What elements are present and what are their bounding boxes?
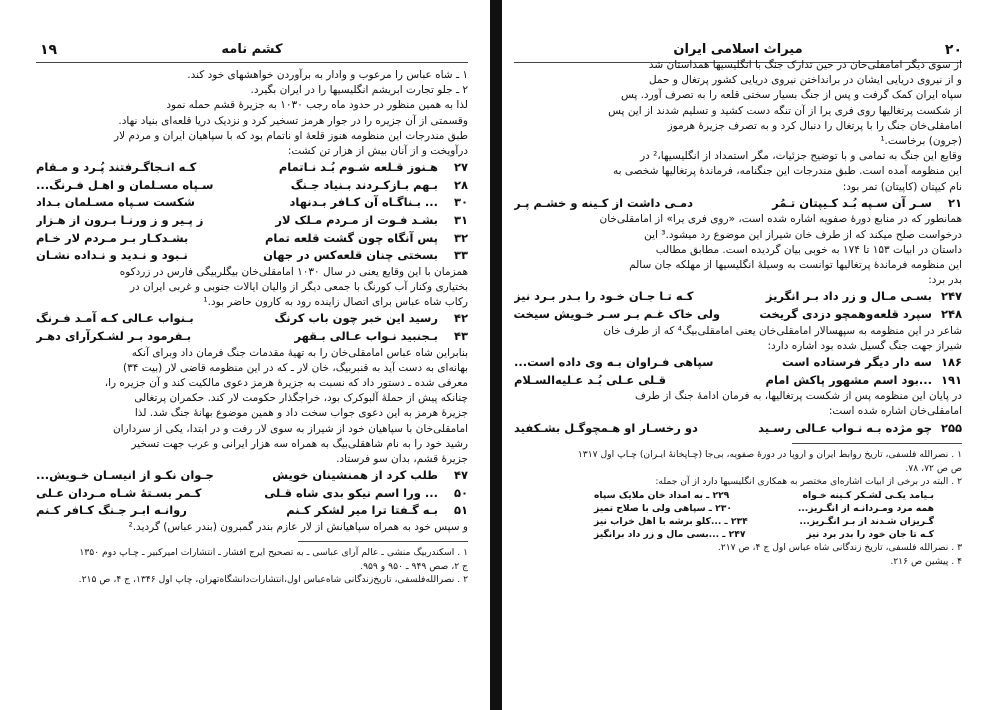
footnote: ۱ . نصرالله فلسفی، تاریخ روابط ایران و اروپا در دورهٔ صفویه، بی‌جا (چـاپخانهٔ ایـران) چـاپ اول ۱۳۱۷ xyxy=(577,449,962,461)
verse-number: ۲۷ xyxy=(453,160,468,175)
text-line: بختیاری وکنار آب کورنگ با جمعی دیگر از والیان ایالات جنوبی و غربی ایران در xyxy=(129,280,468,293)
verse-hemistich: شکست سـپاه مسـلمان بـداد xyxy=(36,195,195,210)
verse-hemistich: سـپاه مسـلمان و اهـل فـرنگ... xyxy=(36,177,214,192)
footnote-rule xyxy=(792,443,962,444)
right-page-body xyxy=(514,58,962,568)
verse-hemistich: بـهم بـازکـردند بـنیاد جـنگ xyxy=(290,177,438,192)
footnote-verse-hemistich: ۲۲۹ ـ به امداد خان ملایک سپاه xyxy=(594,490,730,501)
footnote-verse-hemistich: بـیامد یکـی لشـکر کـینه خـواه xyxy=(802,490,934,501)
verse-hemistich: سـر آن سـپه بُـد کـیپتان تـمُر xyxy=(772,195,932,210)
text-line: طبق مندرجات این منظومه هنوز قلعهٔ او ناتمام بود که با سپاهیان ایران و مردم لار xyxy=(114,129,468,142)
verse-number: ۴۳ xyxy=(453,328,468,343)
footnote: ۴ . پیشین ص ۲۱۶. xyxy=(890,555,962,567)
verse-number: ۴۲ xyxy=(453,311,468,326)
verse-line xyxy=(36,247,468,265)
page-number: ۲۰ xyxy=(944,42,962,58)
footnote-rule xyxy=(298,541,468,542)
verse-hemistich: کـمر بسـتهٔ شـاه مـردان عـلی xyxy=(36,485,202,500)
text-line: وقسمتی از آن جزیره را در جوار هرمز تسخیر کرد و نزدیک دریا قلعه‌ای بنیاد نهاد. xyxy=(118,114,468,127)
footnote-verse-row xyxy=(594,489,934,502)
verse-hemistich: بـفرمود بـر لشـکرآرای دهـر xyxy=(36,328,192,343)
text-line: جزیرهٔ قشم، بدان سو فرستاد. xyxy=(336,453,468,465)
verse-line xyxy=(36,212,468,230)
verse-number: ۲۸ xyxy=(453,177,468,192)
text-line: سپاه ایران کمک گرفت و پس از جنگ بسیار سختی قلعه را به تصرف آورد. پس xyxy=(620,89,962,102)
verse-hemistich: هـنوز قـلعه شـوم بُـد نـاتمام xyxy=(278,160,438,175)
footnote-verse-hemistich: ۲۴۷ ـ ...بسی مال و زر داد برانگیز xyxy=(594,529,746,540)
footnote-verse-row xyxy=(594,515,934,528)
verse-hemistich: نـبود و نـدید و نـداده نشـان xyxy=(36,248,188,263)
verse-line xyxy=(36,485,468,503)
footnote: ۱ . اسکندربیگ منشی ـ عالم آرای عباسی ـ به تصحیح ایرج افشار ـ انتشارات امیرکبیر ـ چـاپ دوم ۱۳۵۰ xyxy=(79,547,468,559)
verse-hemistich: سپرد قلعه‌وهمچو دزدی گریخت xyxy=(759,307,932,322)
verse-hemistich: طلب کرد از همنشینان خویش xyxy=(272,468,438,483)
text-line: بنابراین شاه عباس امامقلی‌خان را به تهیهٔ مقدمات جنگ فرمان داد وبرای آنکه xyxy=(131,346,468,359)
verse-line xyxy=(514,420,962,438)
verse-line xyxy=(36,177,468,195)
verse-number: ۵۰ xyxy=(453,485,468,500)
verse-hemistich: ... ورا اسم نیکو بدی شاه قـلی xyxy=(264,485,438,500)
verse-hemistich: کـه انـجاگـرفتند پُـرد و مـقام xyxy=(36,160,197,175)
text-line: ۲ ـ جلو تجارت ابریشم انگلیسیها را در ایران بگیرد. xyxy=(250,84,468,97)
verse-hemistich: سپاهی فـراوان بـه وی داده است... xyxy=(514,355,714,370)
verse-line xyxy=(36,328,468,346)
text-line: امامقلی‌خان با سپاهیان خود از شیراز به سوی لار رفت و در ابتدا، یکی از سرداران xyxy=(112,422,468,435)
verse-line xyxy=(514,195,962,213)
verse-number: ۱۸۶ xyxy=(940,355,962,370)
text-line: بدر برد: xyxy=(928,274,962,287)
text-line: امامقلی‌خان اشاره شده است: xyxy=(828,405,962,418)
verse-number: ۱۹۱ xyxy=(940,372,962,387)
verse-number: ۳۳ xyxy=(453,248,468,263)
running-title: میراث اسلامی ایران xyxy=(673,42,803,57)
text-line: همانطور که در منابع دورهٔ صفویه اشاره شده است، «روی فری یرا» از امامقلی‌خان xyxy=(599,213,962,226)
verse-line xyxy=(36,230,468,248)
text-line: ۱ ـ شاه عباس را مرعوب و وادار به برآوردن خواهشهای خود کند. xyxy=(187,69,468,81)
footnote: ج ۲، صص ۹۴۹ ـ ۹۵۰ و ۹۵۹. xyxy=(360,560,468,572)
right-page xyxy=(514,0,962,710)
text-line: وقایع این جنگ به تمامی و با توضیح جزئیات، مگر استمداد از انگلیسیها،² در xyxy=(640,150,962,163)
text-line: معرفی شده ـ دستور داد که نسبت به جزیرهٔ هرمز دعوی مالکیت کند و آن جزیره را، xyxy=(104,376,468,389)
verse-hemistich: بـه گـفتا ترا میر لشکر کـنم xyxy=(286,503,438,518)
footnote: ۳ . نصرالله فلسفی، تاریخ زندگانی شاه عباس اول ج ۴، ص ۲۱۷. xyxy=(717,542,962,553)
verse-hemistich: چو مژده بـه نـواب عـالی رسـید xyxy=(758,420,932,435)
text-line: لذا به همین منظور در حدود ماه رجب ۱۰۳۰ به جزیرهٔ قشم حمله نمود xyxy=(166,99,468,112)
text-line: امامقلی‌خان جنگ را با پرتغال را دنبال کرد و به تصرف جزیرهٔ هرموز xyxy=(667,119,962,132)
verse-hemistich: ... بـناگـاه آن کـافر بـدنهاد xyxy=(289,195,438,210)
text-line: در پایان این منظومه پس از شکست پرتغالیها، به فرمان ادامهٔ جنگ از طرف xyxy=(634,390,962,403)
verse-line xyxy=(36,194,468,212)
left-page-body xyxy=(36,68,468,587)
verse-line xyxy=(36,159,468,177)
verse-hemistich: جـوان نکـو از انیسـان خـویش... xyxy=(36,468,214,483)
verse-hemistich: روانـه ابـر جـنگ کـافر کـنم xyxy=(36,503,187,518)
text-line: همزمان با این وقایع یعنی در سال ۱۰۳۰ امامقلی‌خان بیگلربیگی فارس در زردکوه xyxy=(119,265,468,278)
verse-line xyxy=(36,467,468,485)
verse-number: ۲۵۵ xyxy=(940,420,962,435)
footnote-verse-hemistich: ۲۳۰ ـ سپاهی ولی با صلاح تمیز xyxy=(594,503,732,514)
text-line: چنانکه پیش از حملهٔ آلبوکرک بود، خراجگذار حکومت لار کند. حکمران پرتغالی xyxy=(134,392,468,405)
verse-line xyxy=(514,306,962,324)
footnote-verse-hemistich: همه مرد ومـردانـه از انگـریز... xyxy=(797,503,934,514)
footnote-verse-hemistich: گـریزان شـدند از بـر انگـریز... xyxy=(799,516,934,527)
verse-number: ۳۲ xyxy=(453,230,468,245)
left-page xyxy=(36,0,468,710)
verse-number: ۴۷ xyxy=(453,468,468,483)
text-line: این منظومه فرماندهٔ پرتغالیها توانست به وسیلهٔ انگلیسیها از مهلکه جان سالم xyxy=(629,259,962,272)
text-line: درآویخت و از آنان بیش از هزار تن کشت: xyxy=(287,145,468,158)
text-line: درخواست صلح میکند که از طرف خان شیراز این موضوع رد میشود.³ این xyxy=(644,228,962,241)
verse-hemistich: کـه تـا جـان خـود را بـدر بـرد نیز xyxy=(514,289,694,304)
verse-hemistich: ...بود اسم مشهور پاکش امام xyxy=(765,372,932,387)
verse-number: ۵۱ xyxy=(453,503,468,518)
text-line: از شکست پرتغالیها روی فری یرا از آن تنگه دست کشید و تسلیم شدند از این پس xyxy=(608,104,962,117)
page-number: ۱۹ xyxy=(40,42,58,58)
text-line: رکاب شاه عباس برای اتصال زاینده رود به کارون حاضر بود.¹ xyxy=(203,296,468,309)
text-line: داستان در ابیات ۱۵۳ تا ۱۷۴ به خوبی بیان گردیده است. مطابق مطالب xyxy=(655,243,962,256)
footnote-verse-hemistich: کـه تا جان خود را بدر برد نیز xyxy=(806,529,934,540)
text-line: شاعر در این منظومه به سپهسالار امامقلی‌خان یعنی امامقلی‌بیگ⁴ که از طرف خان xyxy=(603,324,962,337)
verse-hemistich: رسید این خبر چون باب کرنگ xyxy=(274,311,438,326)
footnote: ص ص ۷۲، ۷۸. xyxy=(905,462,962,474)
verse-hemistich: بشـد فـوت از مـردم مـلک لار xyxy=(275,213,438,227)
verse-hemistich: بـنواب عـالی کـه آمـد فـرنگ xyxy=(36,311,194,326)
verse-hemistich: بشـدکـار بـر مـردم لار خـام xyxy=(36,230,189,245)
footnote-verses xyxy=(514,489,962,541)
text-line: نام کیپتان (کاپیتان) تمر بود: xyxy=(842,180,962,193)
text-line: و سپس خود به همراه سپاهیانش از لار عازم بندر گمبرون (بندر عباس) گردید.² xyxy=(128,520,468,533)
verse-hemistich: بـجنبید نـواب عـالی بـقهر xyxy=(294,328,438,343)
verse-number: ۲۴۸ xyxy=(940,307,962,322)
footnote-verse-row xyxy=(594,502,934,515)
verse-number: ۳۰ xyxy=(453,195,468,210)
text-line: این منظومه آمده است. طبق مندرجات این جنگنامه، فرماندهٔ پرتغالیها شخصی به xyxy=(613,165,962,178)
book-gutter xyxy=(490,0,502,710)
verse-hemistich: دمـی داشت از کـینه و خشـم پـر xyxy=(514,195,693,210)
verse-hemistich: پس آنگاه چون گشت قلعه تمام xyxy=(265,230,438,245)
text-line: شیراز جهت جنگ گسیل شده بود اشاره دارد: xyxy=(767,339,962,352)
footnote-verse-hemistich: ۲۳۴ ـ ...کلو برشه با اهل خراب نیز xyxy=(594,516,748,527)
footnote: ۲ . البته در برخی از ابیات اشاره‌ای مختصر به همکاری انگلیسیها دارد از آن جمله: xyxy=(655,476,962,488)
footnote: ۲ . نصرالله‌فلسفی، تاریخ‌زندگانی شاه‌عباس اول،انتشارات‌دانشگاه‌تهران، چاپ اول ۱۳۴۶، ج ۴، ص ۲۱۵. xyxy=(78,574,468,586)
text-line: از سوی دیگر امامقلی‌خان در حین تدارک جنگ با انگلیسیها همداستان شد xyxy=(648,59,962,71)
verse-hemistich: دو رخسـار او هـمچوگـل بشـکفید xyxy=(514,420,698,435)
text-line: رشید خود را به نام شاهقلی‌بیگ به همراه سه هزار ایرانی و عرب جهت تسخیر xyxy=(131,437,468,450)
verse-hemistich: قـلی عـلی بُـد عـلیه‌السـلام xyxy=(514,372,667,387)
text-line: بهانه‌ای به دست آید به قنبربیگ، خان لار ـ که در این منظومه قاضی لار (بیت ۳۴) xyxy=(123,361,468,374)
running-title: کشم نامه xyxy=(221,42,283,57)
verse-hemistich: سه دار دیگر فرستاده است xyxy=(782,355,932,370)
verse-hemistich: بسختی چنان قلعه‌کس در جهان xyxy=(263,248,438,263)
verse-line xyxy=(514,354,962,372)
verse-number: ۳۱ xyxy=(453,213,468,227)
verse-line xyxy=(514,372,962,390)
text-line: و از نیروی دریایی ایشان در برانداختن نیروی دریایی کشور پرتغال و حمل xyxy=(648,74,962,87)
text-line: جزیرهٔ هرمز به این دعوی جواب سخت داد و همین موضوع بهانهٔ جنگ شد. لذا xyxy=(134,407,468,420)
verse-number: ۲۴۷ xyxy=(940,289,962,304)
footnote-verse-row xyxy=(594,528,934,541)
verse-hemistich: بسـی مـال و زر داد بـر انگریز xyxy=(765,289,932,304)
text-line: (جرون) برخاست.¹ xyxy=(880,135,962,148)
left-page-header xyxy=(36,42,468,63)
verse-line xyxy=(36,502,468,520)
verse-line xyxy=(36,310,468,328)
verse-hemistich: ز پـیر و ز ورنـا بـرون از هـزار xyxy=(36,213,204,227)
verse-number: ۲۱ xyxy=(947,195,962,210)
verse-line xyxy=(514,288,962,306)
verse-hemistich: ولی خاک غـم بـر سـر خـویش سیخت xyxy=(514,307,721,322)
